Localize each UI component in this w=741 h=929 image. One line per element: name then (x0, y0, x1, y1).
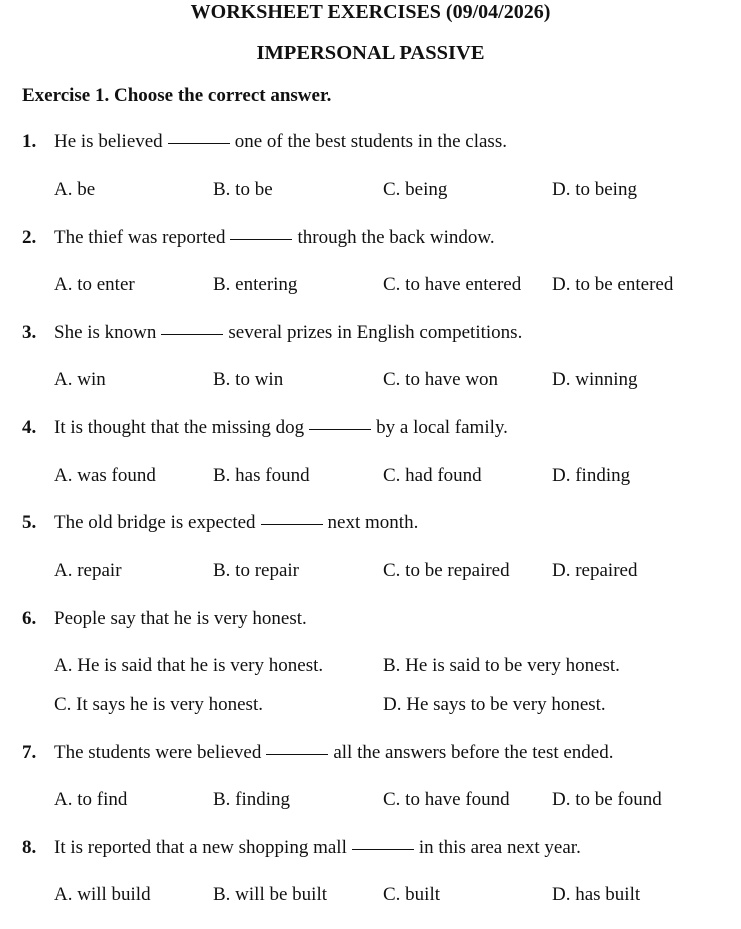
question-stem-before: The thief was reported (54, 227, 226, 248)
worksheet-title: WORKSHEET EXERCISES (09/04/2026) (190, 1, 551, 23)
option-d[interactable]: D. finding (552, 465, 631, 486)
answer-blank (161, 333, 223, 335)
option-d[interactable]: D. to being (552, 179, 637, 200)
option-b[interactable]: B. to be (213, 179, 273, 200)
answer-blank (230, 238, 292, 240)
answer-blank (261, 523, 323, 525)
answer-blank (352, 848, 414, 850)
option-b[interactable]: B. will be built (213, 884, 327, 905)
question-5 (22, 512, 418, 534)
question-7 (22, 742, 613, 764)
question-stem-after: in this area next year. (418, 837, 581, 858)
option-c[interactable]: C. to have found (383, 789, 510, 810)
option-a[interactable]: A. be (54, 179, 96, 200)
option-a[interactable]: A. will build (54, 884, 151, 905)
option-b[interactable]: B. has found (213, 465, 310, 486)
option-b[interactable]: B. to repair (213, 560, 300, 581)
option-c[interactable]: C. had found (383, 465, 482, 486)
option-c[interactable]: C. It says he is very honest. (54, 694, 263, 715)
question-stem-before: It is reported that a new shopping mall (54, 837, 347, 858)
option-b[interactable]: B. finding (213, 789, 291, 810)
question-stem-after: through the back window. (297, 227, 495, 248)
question-number: 8. (22, 837, 37, 858)
option-a[interactable]: A. was found (54, 465, 156, 486)
question-6 (22, 608, 307, 630)
option-c[interactable]: C. to be repaired (383, 560, 510, 581)
option-d[interactable]: D. to be entered (552, 274, 674, 295)
question-stem-after: one of the best students in the class. (234, 131, 507, 152)
question-stem-before: The students were believed (54, 742, 262, 763)
option-b[interactable]: B. to win (213, 369, 284, 390)
question-4 (22, 417, 508, 439)
question-number: 2. (22, 227, 37, 248)
option-d[interactable]: D. repaired (552, 560, 638, 581)
option-d[interactable]: D. to be found (552, 789, 662, 810)
option-a[interactable]: A. repair (54, 560, 122, 581)
option-d[interactable]: D. has built (552, 884, 641, 905)
question-number: 7. (22, 742, 37, 763)
question-number: 5. (22, 512, 37, 533)
question-number: 6. (22, 608, 37, 629)
question-stem-after: all the answers before the test ended. (333, 742, 614, 763)
question-stem-after: by a local family. (376, 417, 508, 438)
option-c[interactable]: C. to have won (383, 369, 499, 390)
option-c[interactable]: C. built (383, 884, 441, 905)
question-2 (22, 227, 495, 249)
question-1 (22, 131, 507, 153)
option-d[interactable]: D. winning (552, 369, 638, 390)
answer-blank (168, 142, 230, 144)
option-c[interactable]: C. being (383, 179, 448, 200)
question-stem-before: The old bridge is expected (54, 512, 256, 533)
exercise-instruction: Exercise 1. Choose the correct answer. (22, 85, 332, 106)
question-3 (22, 322, 522, 344)
option-a[interactable]: A. to enter (54, 274, 135, 295)
option-b[interactable]: B. entering (213, 274, 298, 295)
question-stem-before: It is thought that the missing dog (54, 417, 305, 438)
option-a[interactable]: A. win (54, 369, 106, 390)
option-c[interactable]: C. to have entered (383, 274, 522, 295)
question-number: 1. (22, 131, 37, 152)
question-stem-before: He is believed (54, 131, 163, 152)
option-d[interactable]: D. He says to be very honest. (383, 694, 606, 715)
option-a[interactable]: A. He is said that he is very honest. (54, 655, 324, 676)
question-stem-after: next month. (327, 512, 419, 533)
option-a[interactable]: A. to find (54, 789, 128, 810)
question-stem-after: several prizes in English competitions. (228, 322, 523, 343)
question-stem: People say that he is very honest. (54, 608, 307, 629)
answer-blank (309, 428, 371, 430)
question-number: 4. (22, 417, 37, 438)
question-stem-before: She is known (54, 322, 157, 343)
option-b[interactable]: B. He is said to be very honest. (383, 655, 620, 676)
question-8 (22, 837, 581, 859)
question-number: 3. (22, 322, 37, 343)
answer-blank (266, 753, 328, 755)
worksheet-subtitle: IMPERSONAL PASSIVE (256, 42, 485, 64)
